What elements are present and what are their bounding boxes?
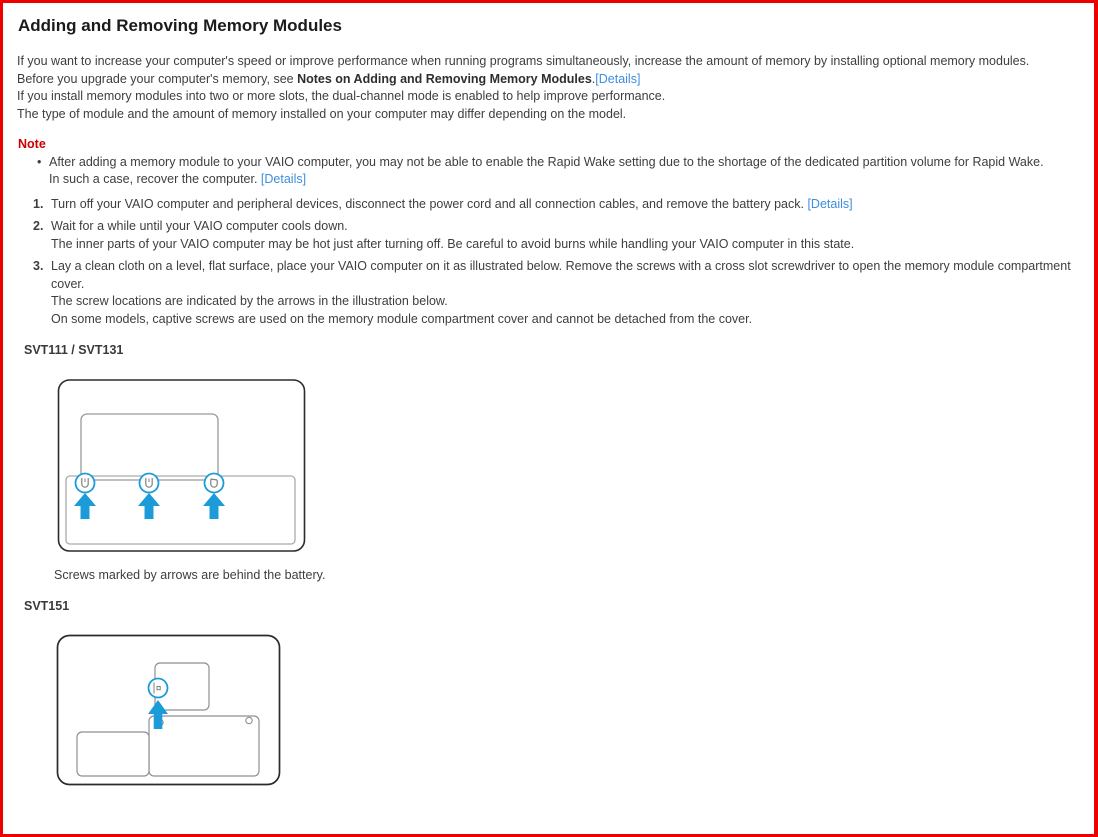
figure-caption: Screws marked by arrows are behind the battery.: [54, 567, 326, 582]
bold-reference: Notes on Adding and Removing Memory Modules: [297, 71, 592, 86]
step-body: [51, 196, 1080, 214]
intro-section: [17, 53, 1080, 123]
model-heading-svt151: SVT151: [24, 599, 70, 613]
step-item-3: [17, 258, 1080, 328]
step-text-part: Turn off your VAIO computer and peripheral devices, disconnect the power cord and all connection cables, and remove the battery pack.: [51, 196, 808, 211]
step-item-2: [17, 218, 1080, 253]
intro-text: If you install memory modules into two or more slots, the dual-channel mode is enabled to help improve performance.: [17, 89, 666, 103]
screw-icon: [205, 473, 224, 492]
note-body: [49, 154, 1080, 189]
page-title: Adding and Removing Memory Modules: [18, 16, 342, 35]
step-body: [51, 258, 1080, 328]
details-link[interactable]: [Details]: [595, 71, 641, 86]
step-text: The screw locations are indicated by the arrows in the illustration below.: [51, 294, 448, 308]
step-number: 3.: [33, 259, 44, 273]
note-text-part: In such a case, recover the computer.: [49, 172, 261, 186]
note-text: After adding a memory module to your VAIO computer, you may not be able to enable the Rapid Wake setting due to the shortage of the dedicated partition volume for Rapid Wake.: [49, 154, 1044, 169]
illustration-svt151-bottom-view: [56, 634, 282, 787]
step-number: 1.: [33, 196, 44, 211]
bullet-icon: •: [37, 154, 42, 169]
intro-text: If you want to increase your computer's speed or improve performance when running programs simultaneously, increase the amount of memory by installing optional memory modules.: [17, 54, 1030, 68]
step-text: Wait for a while until your VAIO computer cools down.: [51, 219, 348, 233]
note-label: Note: [18, 137, 46, 151]
step-item-1: [17, 196, 1080, 214]
intro-text: The type of module and the amount of memory installed on your computer may differ depending on the model.: [17, 106, 627, 121]
note-item: [17, 154, 1080, 189]
step-number: 2.: [33, 219, 44, 233]
screw-icon: [149, 678, 168, 697]
intro-text: .: [591, 71, 596, 86]
steps-list: [17, 196, 1080, 329]
small-screw-icon: [246, 717, 252, 723]
step-text: Lay a clean cloth on a level, flat surface, place your VAIO computer on it as illustrated below. Remove the screws with a cross slot screwdriver to open the memory module compartment cover.: [51, 259, 1071, 291]
model-heading-svt111-svt131: SVT111 / SVT131: [24, 343, 124, 357]
step-body: [51, 218, 1080, 253]
details-link[interactable]: [Details]: [260, 172, 307, 186]
step-text: The inner parts of your VAIO computer may be hot just after turning off. Be careful to avoid burns while handling your VAIO computer in this state.: [51, 236, 855, 251]
details-link[interactable]: [Details]: [807, 196, 853, 211]
help-document: [3, 16, 1094, 787]
note-text: [49, 171, 1080, 189]
screw-icon: [76, 473, 95, 492]
battery-outline: [77, 732, 149, 776]
intro-paragraph: [17, 71, 1080, 89]
intro-paragraph: [17, 106, 1080, 124]
intro-paragraph: [17, 53, 1080, 71]
lower-cover-outline: [149, 716, 259, 776]
screw-icon: [140, 473, 159, 492]
illustration-svt111-bottom-view: [57, 378, 307, 554]
intro-text: Before you upgrade your computer's memory, see: [17, 71, 298, 86]
laptop-outline: [59, 380, 305, 551]
step-text: [51, 196, 1080, 214]
step-text: On some models, captive screws are used on the memory module compartment cover and cannot be detached from the cover.: [51, 311, 753, 326]
intro-paragraph: [17, 88, 1080, 106]
